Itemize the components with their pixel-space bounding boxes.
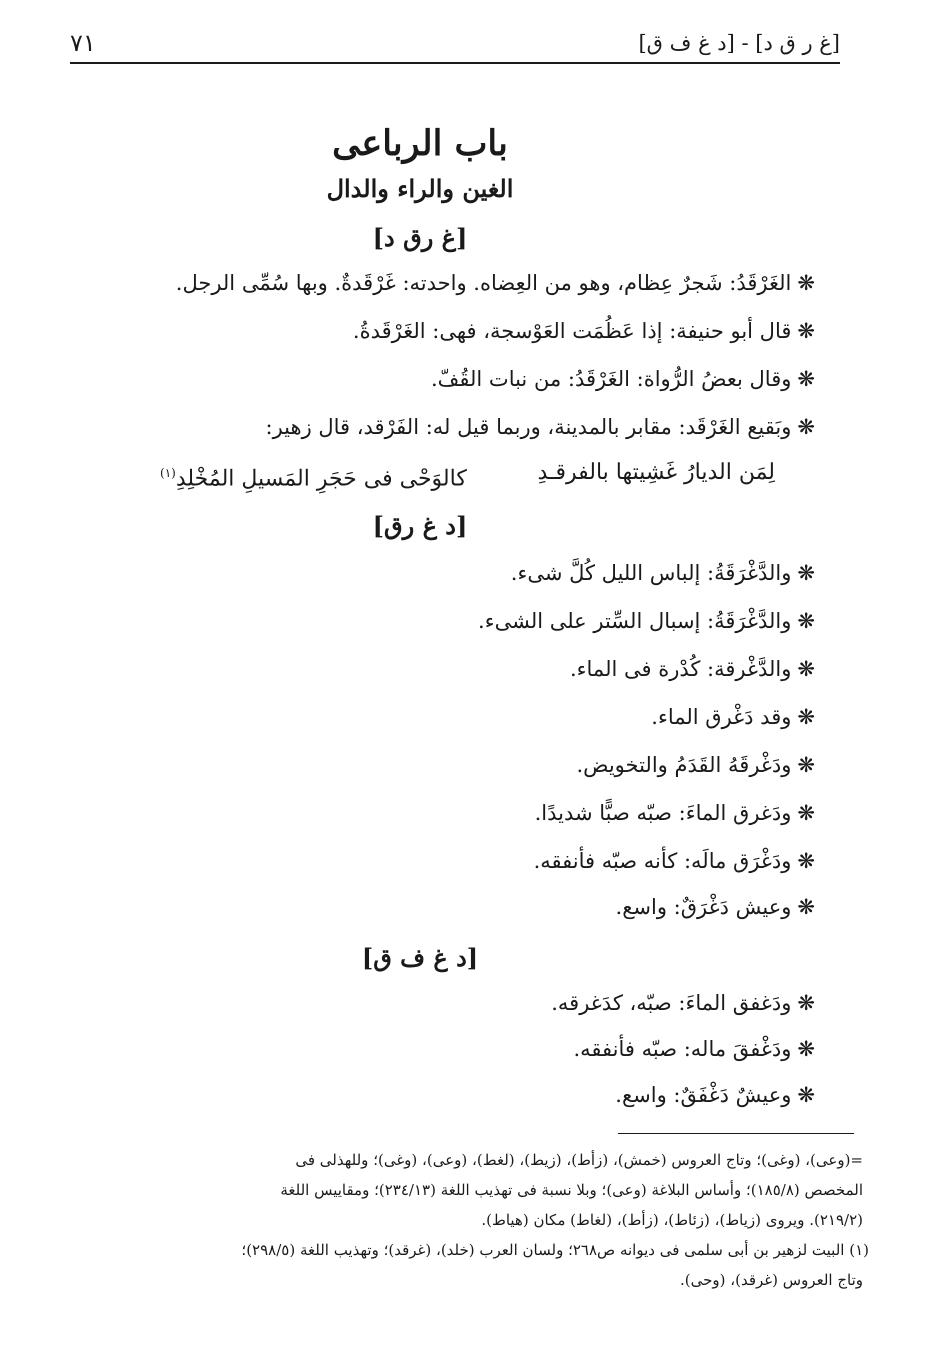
footnote-marker: (١) <box>160 466 176 480</box>
asterisk-icon: ❋ <box>797 1037 815 1061</box>
header-rule <box>70 62 840 64</box>
entry: ❋وعيشٌ دَغْفَقٌ: واسع. <box>615 1083 815 1107</box>
asterisk-icon: ❋ <box>797 367 815 391</box>
entry: ❋والدَّغْرَقَةُ: إسبال السِّتر على الشىء. <box>478 609 815 633</box>
entry: ❋الغَرْقَدُ: شَجرٌ عِظام، وهو من العِضاه. واحدته: غَرْقَدةٌ. وبها سُمِّى الرجل. <box>175 271 815 295</box>
root-heading: [غ رق د] <box>372 223 468 252</box>
entry: ❋ودَغْرقَهُ القَدَمُ والتخويض. <box>576 753 815 777</box>
asterisk-icon: ❋ <box>797 991 815 1015</box>
asterisk-icon: ❋ <box>797 319 815 343</box>
entry: ❋والدَّغْرَقَةُ: إلباس الليل كُلَّ شىء. <box>510 561 815 585</box>
asterisk-icon: ❋ <box>797 1083 815 1107</box>
asterisk-icon: ❋ <box>797 271 815 295</box>
footnote-line: (١) البيت لزهير بن أبى سلمى فى ديوانه ص٢٦٨؛ ولسان العرب (خلد)، (غرقد)؛ وتهذيب اللغة (٢٩٨/٥)؛ <box>241 1241 869 1259</box>
poetry-verse <box>160 456 775 492</box>
running-header <box>70 28 840 64</box>
asterisk-icon: ❋ <box>797 801 815 825</box>
entry: ❋ودَغْفقَ ماله: صبّه فأنفقه. <box>573 1037 815 1061</box>
chapter-title: باب الرباعى <box>332 123 508 164</box>
asterisk-icon: ❋ <box>797 415 815 439</box>
entry: ❋وقد دَغْرق الماء. <box>651 705 815 729</box>
asterisk-icon: ❋ <box>797 849 815 873</box>
root-heading: [د غ رق] <box>372 511 468 540</box>
root-heading: [د غ ف ق] <box>361 943 479 972</box>
entry: ❋ودَغرق الماءَ: صبّه صبًّا شديدًا. <box>534 801 815 825</box>
verse-first-hemistich: لِمَن الديارُ غَشِيتها بالفرقـدِ <box>537 460 775 485</box>
entry: ❋والدَّغْرقة: كُدْرة فى الماء. <box>569 657 815 681</box>
entry: ❋وبَقيع الغَرْقَد: مقابر بالمدينة، وربما قيل له: الفَرْقد، قال زهير: <box>265 415 815 439</box>
page-number: ٧١ <box>70 29 96 57</box>
running-title: [غ ر ق د] - [د غ ف ق] <box>638 31 840 55</box>
section-title: الغين والراء والدال <box>326 174 514 203</box>
entry: ❋وقال بعضُ الرُّواة: الغَرْقَدُ: من نبات القُفّ. <box>430 367 815 391</box>
asterisk-icon: ❋ <box>797 753 815 777</box>
asterisk-icon: ❋ <box>797 705 815 729</box>
asterisk-icon: ❋ <box>797 895 815 919</box>
verse-second-hemistich: كالوَحْى فى حَجَرِ المَسيلِ المُخْلِدِ$^{(١)}$ <box>160 466 467 492</box>
asterisk-icon: ❋ <box>797 561 815 585</box>
entry: ❋قال أبو حنيفة: إذا عَظُمَت العَوْسجة، فهى: الغَرْقَدةُ. <box>352 319 815 343</box>
footnote-rule <box>618 1133 854 1134</box>
footnote-line: (٢١٩/٢). ويروى (زياط)، (زئاط)، (زأط)، (لغاط) مكان (هياط). <box>481 1211 863 1229</box>
footnote-line: المخصص (١٨٥/٨)؛ وأساس البلاغة (وعى)؛ وبلا نسبة فى تهذيب اللغة (٢٣٤/١٣)؛ ومقاييس اللغة <box>280 1181 863 1199</box>
entry: ❋ودَغْرَق مالَه: كأنه صبّه فأنفقه. <box>533 849 815 873</box>
footnote-line: وتاج العروس (غرقد)، (وحى). <box>680 1271 863 1289</box>
entry: ❋وعيش دَغْرَقٌ: واسع. <box>615 895 815 919</box>
footnote-line: =(وعى)، (وغى)؛ وتاج العروس (خمش)، (زأط)، (زيط)، (لغط)، (وعى)، (وغى)؛ وللهذلى فى <box>295 1151 863 1169</box>
asterisk-icon: ❋ <box>797 657 815 681</box>
asterisk-icon: ❋ <box>797 609 815 633</box>
entry: ❋ودَغفق الماءَ: صبّه، كدَغرقه. <box>551 991 815 1015</box>
